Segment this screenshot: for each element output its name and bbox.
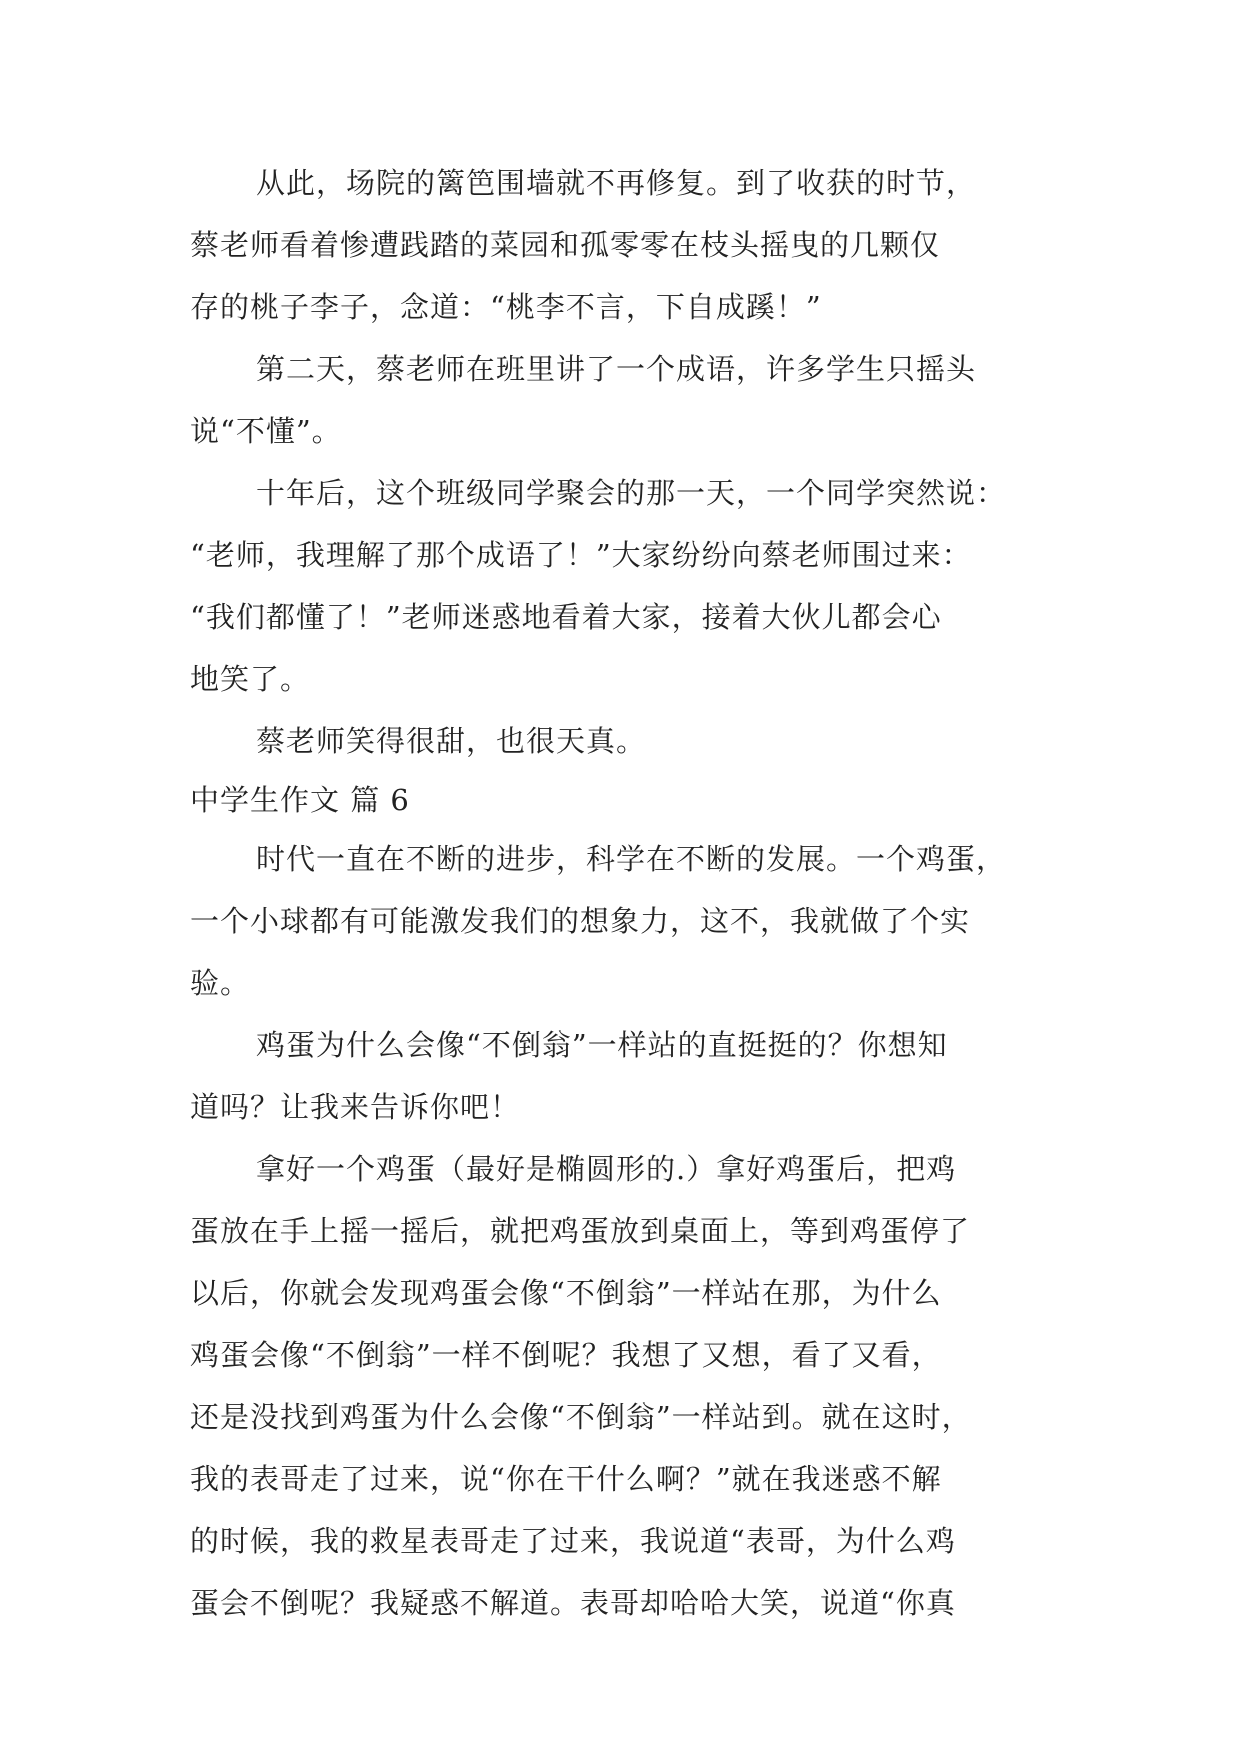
text-line: 还是没找到鸡蛋为什么会像“不倒翁”一样站到。就在这时， — [190, 1400, 972, 1434]
section-heading: 中学生作文 篇 6 — [190, 783, 410, 817]
text-line: 道吗？让我来告诉你吧！ — [190, 1090, 521, 1124]
text-line: 时代一直在不断的进步，科学在不断的发展。一个鸡蛋， — [256, 842, 1007, 876]
text-line: “老师，我理解了那个成语了！”大家纷纷向蔡老师围过来： — [190, 538, 972, 572]
text-line: 蛋会不倒呢？我疑惑不解道。表哥却哈哈大笑，说道“你真 — [190, 1586, 956, 1620]
text-line: 一个小球都有可能激发我们的想象力，这不，我就做了个实 — [190, 904, 971, 938]
text-line: 从此，场院的篱笆围墙就不再修复。到了收获的时节， — [256, 166, 977, 200]
text-line: 以后，你就会发现鸡蛋会像“不倒翁”一样站在那，为什么 — [190, 1276, 942, 1310]
text-line: 验。 — [190, 966, 251, 1000]
text-line: 十年后，这个班级同学聚会的那一天，一个同学突然说： — [256, 476, 1007, 510]
text-line: 拿好一个鸡蛋（最好是椭圆形的.）拿好鸡蛋后，把鸡 — [256, 1152, 957, 1186]
text-line: 存的桃子李子，念道：“桃李不言，下自成蹊！” — [190, 290, 822, 324]
text-line: 说“不懂”。 — [190, 414, 342, 448]
text-line: 鸡蛋会像“不倒翁”一样不倒呢？我想了又想，看了又看， — [190, 1338, 942, 1372]
text-line: 地笑了。 — [190, 662, 311, 696]
text-line: 蔡老师笑得很甜，也很天真。 — [256, 724, 647, 758]
text-line: 鸡蛋为什么会像“不倒翁”一样站的直挺挺的？你想知 — [256, 1028, 948, 1062]
text-line: 蛋放在手上摇一摇后，就把鸡蛋放到桌面上，等到鸡蛋停了 — [190, 1214, 971, 1248]
text-line: 我的表哥走了过来，说“你在干什么啊？”就在我迷惑不解 — [190, 1462, 942, 1496]
text-line: 的时候，我的救星表哥走了过来，我说道“表哥，为什么鸡 — [190, 1524, 956, 1558]
text-line: 蔡老师看着惨遭践踏的菜园和孤零零在枝头摇曳的几颗仅 — [190, 228, 941, 262]
text-line: “我们都懂了！”老师迷惑地看着大家，接着大伙儿都会心 — [190, 600, 942, 634]
document-body — [190, 152, 1090, 1634]
text-line: 第二天，蔡老师在班里讲了一个成语，许多学生只摇头 — [256, 352, 977, 386]
